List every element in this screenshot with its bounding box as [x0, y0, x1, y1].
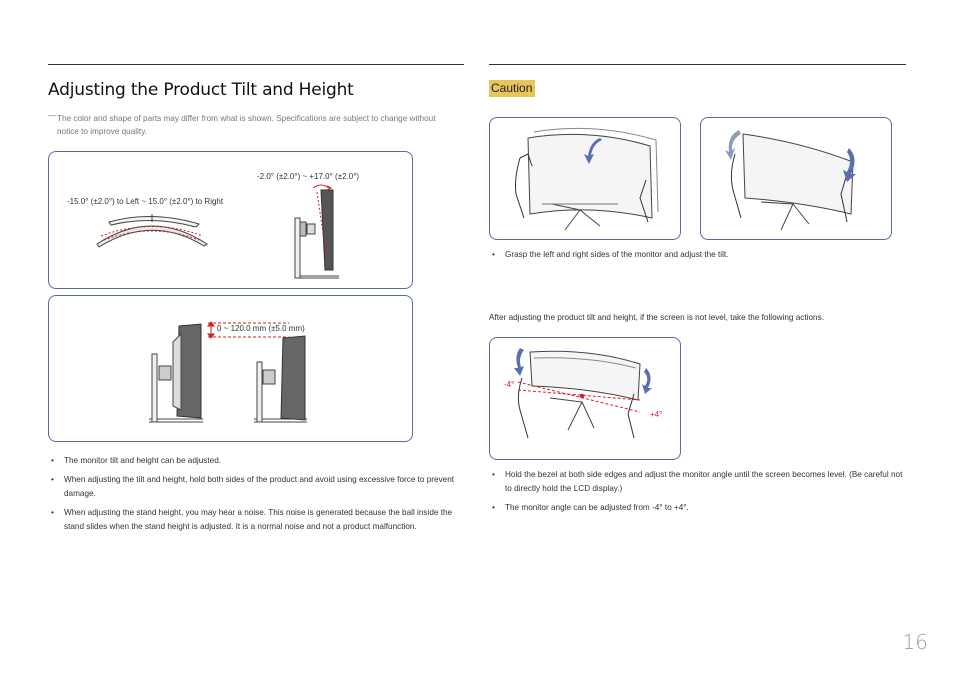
list-item: • The monitor angle can be adjusted from -4° to +4°. — [489, 501, 906, 515]
note-text: The color and shape of parts may differ from what is shown. Specifications are subject to change without notice to improve quality. — [57, 114, 436, 136]
note-dash: ― — [48, 111, 57, 120]
left-bullet-list — [48, 454, 464, 539]
grasp-bullet — [489, 248, 906, 267]
page-number: 16 — [902, 630, 928, 654]
list-item: • When adjusting the stand height, you may hear a noise. This noise is generated because the ball inside the stand slides when the stand height is adjusted. It is a normal noise and not a product malfunction. — [48, 506, 464, 534]
tilt-grasp-panel-2 — [700, 117, 892, 240]
angle-plus-label: +4° — [650, 410, 663, 419]
list-item: • Grasp the left and right sides of the monitor and adjust the tilt. — [489, 248, 906, 262]
angle-minus-label: -4° — [504, 380, 515, 389]
left-top-rule — [48, 64, 464, 65]
tilt-monitor-drawing — [295, 185, 339, 278]
lower-arrow-icon — [642, 368, 652, 394]
right-top-rule — [489, 64, 906, 65]
list-item: • When adjusting the tilt and height, hold both sides of the product and avoid using excessive force to prevent damage. — [48, 473, 464, 501]
raise-arrow-icon — [514, 348, 524, 376]
list-item: • The monitor tilt and height can be adjusted. — [48, 454, 464, 468]
level-adjust-illustration — [490, 338, 680, 459]
swivel-tilt-panel — [48, 151, 413, 289]
tilt-grasp-illustration-1 — [490, 118, 680, 239]
tilt-grasp-illustration-2 — [701, 118, 891, 239]
tilt-grasp-panel-1 — [489, 117, 681, 240]
right-bullet-list — [489, 468, 906, 520]
page-title: Adjusting the Product Tilt and Height — [48, 80, 354, 100]
swivel-monitor-drawing — [97, 214, 207, 247]
swivel-angle-label: -15.0° (±2.0°) to Left ~ 15.0° (±2.0°) to Right — [67, 197, 224, 206]
after-adjust-text: After adjusting the product tilt and height, if the screen is not level, take the following actions. — [489, 313, 824, 322]
height-panel — [48, 295, 413, 442]
level-adjust-panel — [489, 337, 681, 460]
height-illustration — [49, 296, 412, 441]
height-high-monitor-drawing — [254, 336, 307, 422]
height-low-monitor-drawing — [149, 324, 203, 422]
tilt-angle-label: -2.0° (±2.0°) ~ +17.0° (±2.0°) — [257, 172, 360, 181]
height-range-label: 0 ~ 120.0 mm (±5.0 mm) — [217, 324, 305, 333]
list-item: • Hold the bezel at both side edges and adjust the monitor angle until the screen becomes level. (Be careful not to directly hold the LCD display.) — [489, 468, 906, 496]
caution-badge: Caution — [489, 80, 535, 97]
rotate-left-arrow-icon — [725, 130, 741, 160]
disclaimer-note — [48, 112, 458, 138]
